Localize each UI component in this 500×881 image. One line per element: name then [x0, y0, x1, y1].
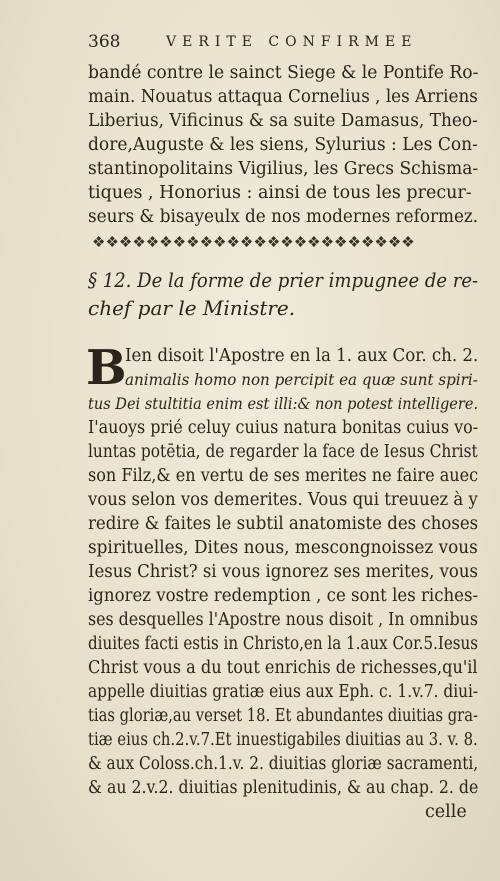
text-line: tus Dei stultitia enim est illi:& non potest intelligere.: [88, 395, 479, 413]
text-line: & au 2.v.2. diuitias plenitudinis, & au chap. 2. de: [88, 778, 479, 798]
text-line: tias gloriæ,au verset 18. Et abundantes diuitias gra-: [88, 706, 478, 726]
text-line: redire & faites le subtil anatomiste des choses: [88, 514, 479, 534]
text-line: & aux Coloss.ch.1.v. 2. diuitias gloriæ sacramenti,: [88, 754, 479, 774]
text-line: tiques , Honorius : ainsi de tous les precur-: [88, 183, 472, 203]
text-line: son Filz,& en vertu de ses merites ne faire auec: [88, 466, 479, 486]
text-line: luntas potētia, de regarder la face de Iesus Christ: [88, 442, 478, 462]
ornamental-divider: ❖❖❖❖❖❖❖❖❖❖❖❖❖❖❖❖❖❖❖❖❖❖❖❖: [92, 233, 415, 251]
page-header: [88, 32, 468, 54]
text-line: bandé contre le sainct Siege & le Pontife Ro-: [88, 63, 479, 83]
text-line: appelle diuitias gratiæ eius aux Eph. c. 1.v.7. diui-: [88, 682, 479, 702]
text-line: Iesus Christ? si vous ignorez ses merites, vous: [88, 562, 478, 582]
text-line: ses desquelles l'Apostre nous disoit , In omnibus: [88, 610, 478, 630]
drop-cap: B: [86, 340, 127, 396]
text-line: Christ vous a du tout enrichis de richesses,qu'il: [88, 658, 478, 678]
text-line: vous selon vos demerites. Vous qui treuuez à y: [88, 490, 478, 510]
catchword: celle: [425, 802, 467, 822]
text-line: animalis homo non percipit ea quæ sunt spiri-: [125, 371, 478, 389]
page-number: 368: [88, 32, 121, 52]
heading-line: chef par le Ministre.: [88, 296, 296, 320]
text-line: main. Nouatus attaqua Cornelius , les Arriens: [88, 87, 478, 107]
text-line: diuites facti estis in Christo,en la 1.aux Cor.5.Iesus: [88, 634, 479, 654]
text-line: spirituelles, Dites nous, mescongnoissez vous: [88, 538, 478, 558]
text-line: Liberius, Vificinus & sa suite Damasus, Theo-: [88, 111, 478, 131]
text-line: Ien disoit l'Apostre en la 1. aux Cor. ch. 2.: [125, 346, 479, 366]
text-line: tiæ eius ch.2.v.7.Et inuestigabiles diuitias au 3. v. 8.: [88, 730, 478, 750]
heading-line: § 12. De la forme de prier impugnee de re-: [88, 268, 479, 292]
text-line: dore,Auguste & les siens, Sylurius : Les Con-: [88, 135, 478, 155]
text-line: ignorez vostre redemption , ce sont les riches-: [88, 586, 479, 606]
text-line: stantinopolitains Vigilius, les Grecs Schisma-: [88, 159, 479, 179]
text-line: seurs & bisayeulx de nos modernes reformez.: [88, 207, 479, 227]
running-title: VERITE CONFIRMEE: [166, 34, 418, 50]
text-line: I'auoys prié celuy cuius natura bonitas cuius vo-: [88, 418, 479, 438]
